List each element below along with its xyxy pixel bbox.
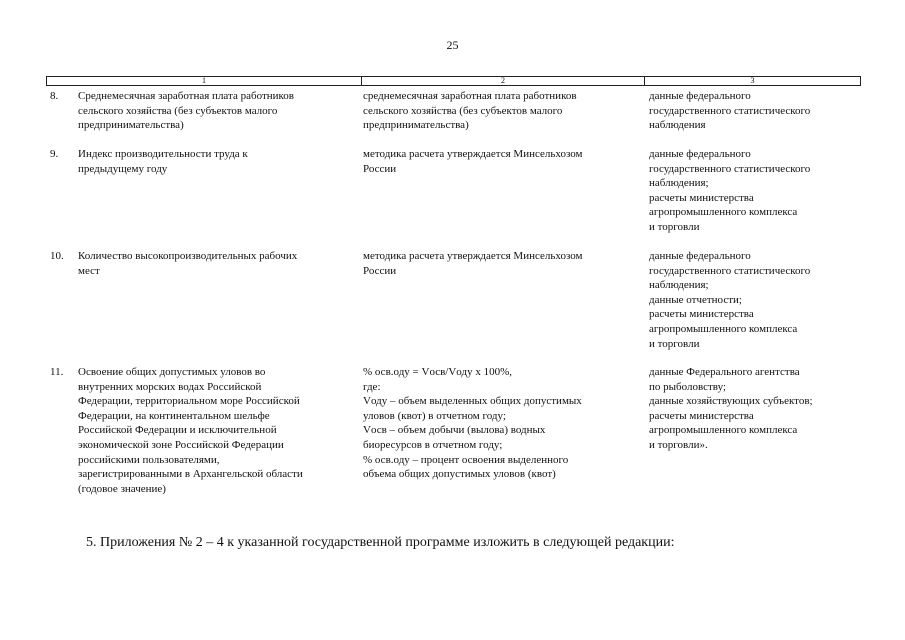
row-number: 10.: [50, 250, 64, 262]
row-number: 11.: [50, 366, 64, 378]
calculation-method: среднемесячная заработная плата работников сельского хозяйства (без субъектов малого предпринимательства): [363, 90, 577, 132]
data-source: данные федерального государственного статистического наблюдения; данные отчетности; расчеты министерства агропромышленного комплекса и торговли: [649, 250, 811, 350]
data-source: данные федерального государственного статистического наблюдения; расчеты министерства агропромышленного комплекса и торговли: [649, 148, 811, 233]
column-header-3: 3: [644, 77, 860, 85]
data-source: данные федерального государственного статистического наблюдения: [649, 90, 811, 132]
calculation-method: методика расчета утверждается Минсельхозом России: [363, 148, 583, 175]
indicator-name: Среднемесячная заработная плата работников сельского хозяйства (без субъектов малого предпринимательства): [78, 90, 294, 132]
row-number: 9.: [50, 148, 59, 160]
row-number: 8.: [50, 90, 59, 102]
table-column-header: [46, 76, 861, 86]
calculation-method: методика расчета утверждается Минсельхозом России: [363, 250, 583, 277]
calculation-method: % осв.оду = Vосв/Vоду х 100%, где: Vоду – объем выделенных общих допустимых уловов (квот) в отчетном году; Vосв – объем добычи (вылова) водных биоресурсов в отчетном году; % осв.оду – процент освоения выделенного объема общих допустимых уловов (квот): [363, 366, 582, 481]
data-source: данные Федерального агентства по рыболовству; данные хозяйствующих субъектов; расчеты министерства агропромышленного комплекса и торговли».: [649, 366, 813, 451]
indicator-name: Освоение общих допустимых уловов во внутренних морских водах Российской Федерации, территориальном море Российской Федерации, на континентальном шельфе Российской Федерации и исключительной экономической зоне Российской Федерации российскими пользователями, зарегистрированными в Архангельской области (годовое значение): [78, 366, 303, 495]
indicator-name: Индекс производительности труда к предыдущему году: [78, 148, 248, 175]
column-header-1: 1: [202, 76, 206, 85]
column-header-2: 2: [361, 77, 644, 85]
page-number: 25: [446, 38, 459, 52]
section-paragraph: 5. Приложения № 2 – 4 к указанной государственной программе изложить в следующей редакции:: [86, 535, 675, 550]
indicator-name: Количество высокопроизводительных рабочих мест: [78, 250, 298, 277]
